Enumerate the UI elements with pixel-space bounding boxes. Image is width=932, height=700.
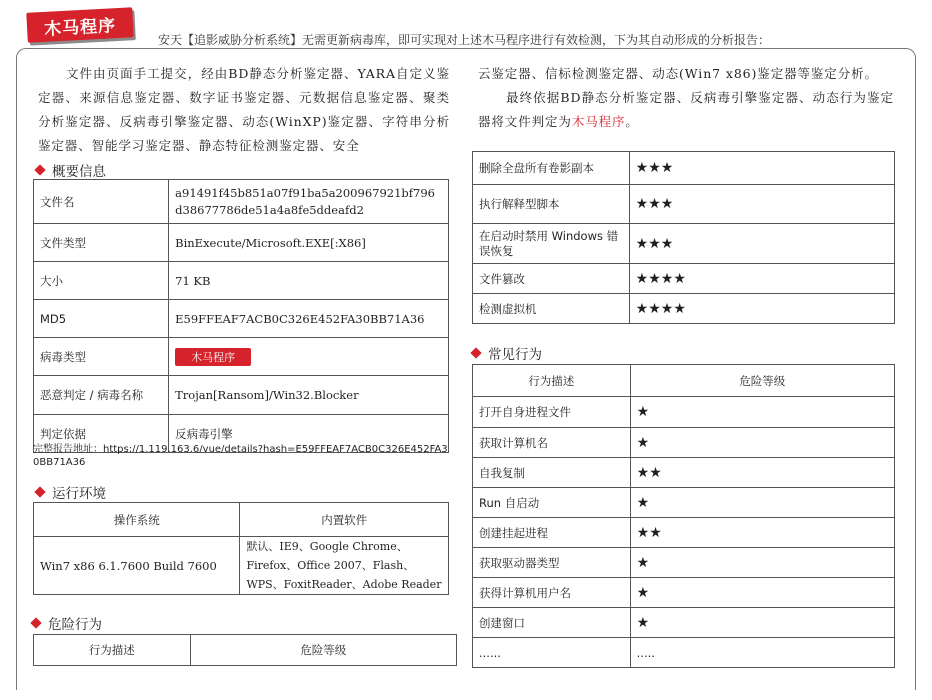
env-col-os: 操作系统 bbox=[34, 503, 240, 537]
danger-desc-3: 文件篡改 bbox=[473, 264, 630, 294]
overview-title-text: 概要信息 bbox=[52, 164, 106, 180]
intro-right-text bbox=[478, 62, 894, 134]
table-row bbox=[473, 578, 895, 608]
overview-value-filename: a91491f45b851a07f91ba5a200967921bf796d38677786de51a4a8fe5ddeafd2 bbox=[169, 180, 449, 224]
table-row bbox=[34, 224, 449, 262]
env-col-software: 内置软件 bbox=[240, 503, 449, 537]
overview-value-verdict: Trojan[Ransom]/Win32.Blocker bbox=[169, 376, 449, 415]
table-row bbox=[34, 537, 449, 595]
overview-label-md5: MD5 bbox=[34, 300, 169, 338]
common-col-level: 危险等级 bbox=[630, 365, 894, 397]
common-desc-4: 创建挂起进程 bbox=[473, 518, 631, 548]
danger-col-level: 危险等级 bbox=[190, 635, 456, 666]
overview-value-virustype bbox=[169, 338, 449, 376]
category-badge: 木马程序 bbox=[26, 7, 133, 43]
table-row bbox=[34, 338, 449, 376]
danger-level-2: ★★★ bbox=[629, 224, 894, 264]
overview-label-verdict: 恶意判定 / 病毒名称 bbox=[34, 376, 169, 415]
diamond-bullet-icon bbox=[470, 347, 481, 358]
common-level-6: ★ bbox=[630, 578, 894, 608]
common-desc-2: 自我复制 bbox=[473, 458, 631, 488]
common-level-8: ..... bbox=[630, 638, 894, 668]
diamond-bullet-icon bbox=[34, 164, 45, 175]
table-row bbox=[473, 152, 895, 185]
env-title-text: 运行环境 bbox=[52, 486, 106, 502]
danger-level-3: ★★★★ bbox=[629, 264, 894, 294]
header-description: 安天【追影威胁分析系统】无需更新病毒库，即可实现对上述木马程序进行有效检测，下为其自动形成的分析报告： bbox=[158, 33, 771, 47]
common-level-2: ★★ bbox=[630, 458, 894, 488]
diamond-bullet-icon bbox=[34, 486, 45, 497]
common-level-3: ★ bbox=[630, 488, 894, 518]
overview-table bbox=[33, 179, 449, 453]
common-level-1: ★ bbox=[630, 428, 894, 458]
env-table bbox=[33, 502, 449, 595]
table-row bbox=[473, 488, 895, 518]
common-desc-8: ...... bbox=[473, 638, 631, 668]
danger-header-table bbox=[33, 634, 457, 666]
overview-label-filename: 文件名 bbox=[34, 180, 169, 224]
danger-desc-1: 执行解释型脚本 bbox=[473, 185, 630, 224]
common-title-text: 常见行为 bbox=[488, 347, 542, 363]
table-row bbox=[473, 185, 895, 224]
table-row bbox=[473, 224, 895, 264]
danger-title-text: 危险行为 bbox=[48, 617, 102, 633]
overview-label-size: 大小 bbox=[34, 262, 169, 300]
common-level-4: ★★ bbox=[630, 518, 894, 548]
intro-left-text: 文件由页面手工提交，经由BD静态分析鉴定器、YARA自定义鉴定器、来源信息鉴定器、数字证书鉴定器、元数据信息鉴定器、聚类分析鉴定器、反病毒引擎鉴定器、动态(WinXP)鉴定器、字符串分析鉴定器、智能学习鉴定器、静态特征检测鉴定器、安全 bbox=[38, 66, 450, 153]
table-row bbox=[473, 458, 895, 488]
table-row bbox=[473, 397, 895, 428]
report-link[interactable]: 完整报告地址：https://1.119.163.6/vue/details?hash=E59FFEAF7ACB0C326E452FA30BB71A36 bbox=[33, 444, 448, 468]
danger-section-title bbox=[32, 613, 102, 633]
overview-label-filetype: 文件类型 bbox=[34, 224, 169, 262]
common-desc-1: 获取计算机名 bbox=[473, 428, 631, 458]
intro-right-para-2 bbox=[478, 86, 894, 134]
table-row bbox=[34, 262, 449, 300]
danger-table bbox=[472, 151, 895, 324]
table-row bbox=[473, 428, 895, 458]
common-col-desc: 行为描述 bbox=[473, 365, 631, 397]
common-level-0: ★ bbox=[630, 397, 894, 428]
overview-section-title bbox=[36, 160, 106, 180]
common-level-7: ★ bbox=[630, 608, 894, 638]
danger-level-0: ★★★ bbox=[629, 152, 894, 185]
danger-level-4: ★★★★ bbox=[629, 294, 894, 324]
env-os-value: Win7 x86 6.1.7600 Build 7600 bbox=[34, 537, 240, 595]
table-row bbox=[34, 503, 449, 537]
overview-value-size: 71 KB bbox=[169, 262, 449, 300]
table-row bbox=[473, 548, 895, 578]
table-row bbox=[473, 294, 895, 324]
table-row bbox=[473, 518, 895, 548]
diamond-bullet-icon bbox=[30, 617, 41, 628]
table-row bbox=[473, 608, 895, 638]
table-row bbox=[473, 365, 895, 397]
common-desc-5: 获取驱动器类型 bbox=[473, 548, 631, 578]
common-table bbox=[472, 364, 895, 668]
virus-type-badge: 木马程序 bbox=[175, 348, 251, 366]
overview-label-virustype: 病毒类型 bbox=[34, 338, 169, 376]
common-level-5: ★ bbox=[630, 548, 894, 578]
table-row bbox=[34, 635, 457, 666]
table-row bbox=[34, 300, 449, 338]
table-row bbox=[473, 638, 895, 668]
env-section-title bbox=[36, 482, 106, 502]
verdict-text: 最终依据BD静态分析鉴定器、反病毒引擎鉴定器、动态行为鉴定器将文件判定为 bbox=[478, 90, 894, 129]
common-desc-0: 打开自身进程文件 bbox=[473, 397, 631, 428]
danger-col-desc: 行为描述 bbox=[34, 635, 191, 666]
table-row bbox=[34, 376, 449, 415]
danger-desc-0: 删除全盘所有卷影副本 bbox=[473, 152, 630, 185]
danger-level-1: ★★★ bbox=[629, 185, 894, 224]
overview-value-filetype: BinExecute/Microsoft.EXE[:X86] bbox=[169, 224, 449, 262]
common-desc-7: 创建窗口 bbox=[473, 608, 631, 638]
verdict-end: 。 bbox=[625, 114, 639, 129]
common-desc-3: Run 自启动 bbox=[473, 488, 631, 518]
env-software-value: 默认、IE9、Google Chrome、Firefox、Office 2007、Flash、WPS、FoxitReader、Adobe Reader bbox=[240, 537, 449, 595]
overview-label-basis: 判定依据 bbox=[34, 415, 169, 453]
overview-value-md5: E59FFEAF7ACB0C326E452FA30BB71A36 bbox=[169, 300, 449, 338]
verdict-highlight: 木马程序 bbox=[571, 114, 626, 129]
common-section-title bbox=[472, 343, 542, 363]
common-desc-6: 获得计算机用户名 bbox=[473, 578, 631, 608]
table-row bbox=[34, 180, 449, 224]
table-row bbox=[473, 264, 895, 294]
danger-desc-2: 在启动时禁用 Windows 错误恢复 bbox=[473, 224, 630, 264]
danger-desc-4: 检测虚拟机 bbox=[473, 294, 630, 324]
intro-right-para-1: 云鉴定器、信标检测鉴定器、动态(Win7 x86)鉴定器等鉴定分析。 bbox=[478, 66, 878, 81]
overview-value-basis: 反病毒引擎 bbox=[169, 415, 449, 453]
